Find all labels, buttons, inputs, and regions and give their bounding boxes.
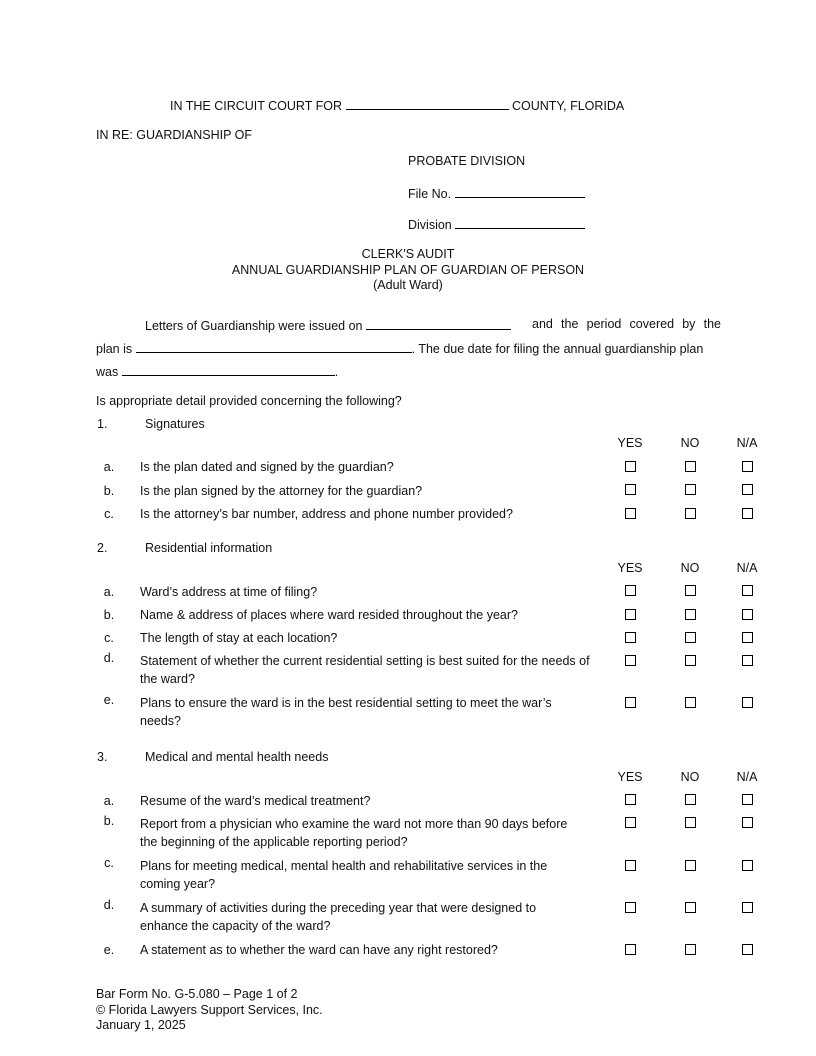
na-checkbox[interactable] <box>742 609 753 620</box>
division-label: Division <box>408 218 452 232</box>
na-checkbox[interactable] <box>742 817 753 828</box>
title-line-3: (Adult Ward) <box>373 278 443 292</box>
question-letter: b. <box>103 814 115 828</box>
title-line-2: ANNUAL GUARDIANSHIP PLAN OF GUARDIAN OF PERSON <box>231 262 585 277</box>
yes-checkbox[interactable] <box>625 860 636 871</box>
form-footer <box>96 987 323 1034</box>
yes-checkbox[interactable] <box>625 817 636 828</box>
section-3-number: 3. <box>97 750 108 764</box>
col-head-no: NO <box>680 561 700 575</box>
question-letter: d. <box>103 898 115 912</box>
na-checkbox[interactable] <box>742 944 753 955</box>
no-checkbox[interactable] <box>685 484 696 495</box>
question-text: Plans for meeting medical, mental health and rehabilitative services in the coming year? <box>140 859 548 891</box>
question-text: Resume of the ward’s medical treatment? <box>140 794 371 808</box>
letters-issued-date-field[interactable] <box>366 317 511 330</box>
court-prefix: IN THE CIRCUIT COURT FOR <box>170 99 343 113</box>
division-field[interactable] <box>455 216 585 229</box>
question-letter: c. <box>104 507 114 521</box>
file-no-row <box>408 185 585 201</box>
question-letter: a. <box>103 585 115 599</box>
na-checkbox[interactable] <box>742 794 753 805</box>
question-text: Is the attorney’s bar number, address and phone number provided? <box>140 507 513 521</box>
file-no-label: File No. <box>408 187 452 201</box>
no-checkbox[interactable] <box>685 944 696 955</box>
na-checkbox[interactable] <box>742 860 753 871</box>
file-no-field[interactable] <box>455 185 585 198</box>
col-head-yes: YES <box>617 770 643 784</box>
intro-was: was <box>96 365 119 379</box>
col-head-na: N/A <box>736 770 758 784</box>
question-letter: b. <box>103 484 115 498</box>
section-2-title: Residential information <box>145 541 273 555</box>
no-checkbox[interactable] <box>685 609 696 620</box>
no-checkbox[interactable] <box>685 508 696 519</box>
intro-line-2 <box>96 340 703 356</box>
question-text: A summary of activities during the preceding year that were designed to enhance the capacity of the ward? <box>140 901 537 933</box>
no-checkbox[interactable] <box>685 902 696 913</box>
col-head-no: NO <box>680 770 700 784</box>
question-prompt: Is appropriate detail provided concerning the following? <box>96 394 402 408</box>
section-3-title: Medical and mental health needs <box>145 750 329 764</box>
col-head-yes: YES <box>617 561 643 575</box>
yes-checkbox[interactable] <box>625 508 636 519</box>
yes-checkbox[interactable] <box>625 632 636 643</box>
question-text: Ward’s address at time of filing? <box>140 585 318 599</box>
question-text: Is the plan dated and signed by the guardian? <box>140 460 394 474</box>
form-title <box>0 247 816 294</box>
intro-letters-issued: Letters of Guardianship were issued on <box>145 319 363 333</box>
probate-division-label: PROBATE DIVISION <box>408 154 526 168</box>
yes-checkbox[interactable] <box>625 484 636 495</box>
question-letter: a. <box>103 460 115 474</box>
question-letter: d. <box>103 651 115 665</box>
intro-line-1 <box>145 317 511 333</box>
question-letter: c. <box>104 856 114 870</box>
footer-copyright: © Florida Lawyers Support Services, Inc. <box>96 1002 323 1017</box>
in-re-label: IN RE: GUARDIANSHIP OF <box>96 128 253 142</box>
court-caption <box>170 97 624 113</box>
section-1-number: 1. <box>97 417 108 431</box>
yes-checkbox[interactable] <box>625 585 636 596</box>
intro-line-3 <box>96 363 338 379</box>
court-suffix: COUNTY, FLORIDA <box>511 99 625 113</box>
title-line-1: CLERK'S AUDIT <box>361 247 455 261</box>
question-text: The length of stay at each location? <box>140 631 338 645</box>
yes-checkbox[interactable] <box>625 461 636 472</box>
no-checkbox[interactable] <box>685 697 696 708</box>
no-checkbox[interactable] <box>685 585 696 596</box>
county-field[interactable] <box>346 97 509 110</box>
intro-plan-is: plan is <box>96 342 133 356</box>
question-letter: c. <box>104 631 114 645</box>
no-checkbox[interactable] <box>685 794 696 805</box>
na-checkbox[interactable] <box>742 902 753 913</box>
division-row <box>408 216 585 232</box>
col-head-na: N/A <box>736 561 758 575</box>
na-checkbox[interactable] <box>742 508 753 519</box>
no-checkbox[interactable] <box>685 817 696 828</box>
question-text: Name & address of places where ward resided throughout the year? <box>140 608 518 622</box>
question-text: A statement as to whether the ward can have any right restored? <box>140 943 498 957</box>
question-text: Plans to ensure the ward is in the best residential setting to meet the war’s needs? <box>140 696 552 728</box>
yes-checkbox[interactable] <box>625 609 636 620</box>
yes-checkbox[interactable] <box>625 697 636 708</box>
col-head-yes: YES <box>617 436 643 450</box>
footer-date: January 1, 2025 <box>96 1018 186 1032</box>
yes-checkbox[interactable] <box>625 944 636 955</box>
na-checkbox[interactable] <box>742 632 753 643</box>
section-2-number: 2. <box>97 541 108 555</box>
footer-form-number: Bar Form No. G-5.080 – Page 1 of 2 <box>96 987 298 1001</box>
na-checkbox[interactable] <box>742 461 753 472</box>
question-letter: a. <box>103 794 115 808</box>
question-text: Report from a physician who examine the ward not more than 90 days before the beginning of the applicable reporting period? <box>140 817 568 849</box>
col-head-na: N/A <box>736 436 758 450</box>
no-checkbox[interactable] <box>685 655 696 666</box>
question-text: Statement of whether the current residential setting is best suited for the needs of the ward? <box>140 654 590 686</box>
intro-period: . <box>334 365 339 379</box>
due-date-field[interactable] <box>122 363 335 376</box>
question-letter: e. <box>103 943 115 957</box>
na-checkbox[interactable] <box>742 655 753 666</box>
no-checkbox[interactable] <box>685 461 696 472</box>
yes-checkbox[interactable] <box>625 902 636 913</box>
intro-due-date-text: . The due date for filing the annual guardianship plan <box>411 342 704 356</box>
no-checkbox[interactable] <box>685 632 696 643</box>
na-checkbox[interactable] <box>742 585 753 596</box>
question-letter: b. <box>103 608 115 622</box>
intro-period-covered: and the period covered by the <box>532 317 721 331</box>
yes-checkbox[interactable] <box>625 655 636 666</box>
question-text: Is the plan signed by the attorney for the guardian? <box>140 484 423 498</box>
na-checkbox[interactable] <box>742 697 753 708</box>
period-covered-field[interactable] <box>136 340 412 353</box>
question-letter: e. <box>103 693 115 707</box>
col-head-no: NO <box>680 436 700 450</box>
no-checkbox[interactable] <box>685 860 696 871</box>
yes-checkbox[interactable] <box>625 794 636 805</box>
section-1-title: Signatures <box>145 417 205 431</box>
na-checkbox[interactable] <box>742 484 753 495</box>
